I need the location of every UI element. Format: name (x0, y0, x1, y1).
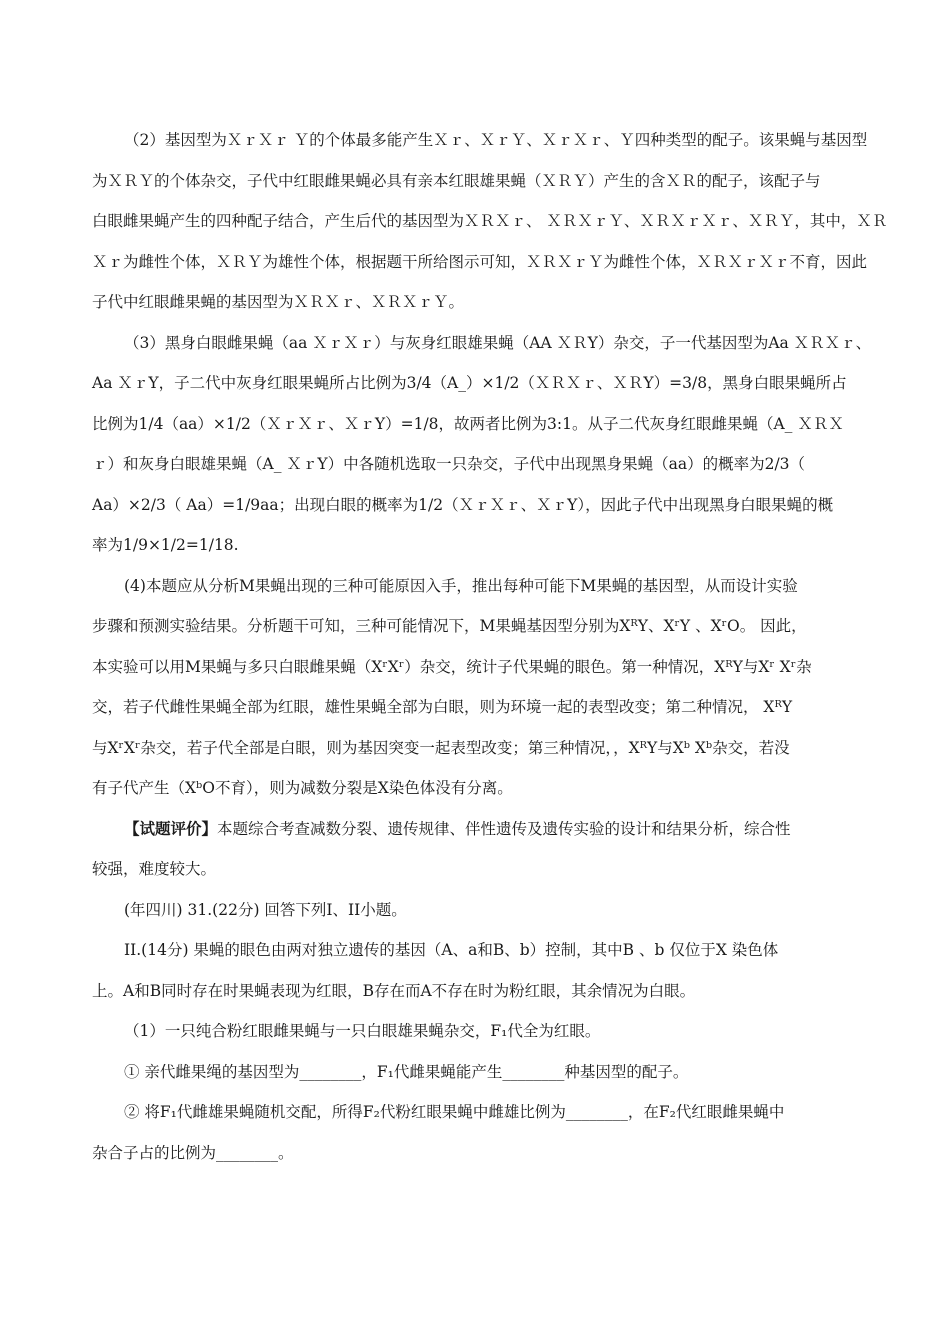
text-line: ｒ）和灰身白眼雄果蝇（A_ ＸｒY）中各随机选取一只杂交，子代中出现黑身果蝇（aa）的概率为2/3（ (92, 455, 806, 473)
text-line: （1）一只纯合粉红眼雌果蝇与一只白眼雄果蝇杂交，F₁代全为红眼。 (124, 1022, 601, 1040)
text-line: 率为1/9×1/2=1/18. (92, 536, 239, 554)
text-line: 本实验可以用M果蝇与多只白眼雌果蝇（XʳXʳ）杂交，统计子代果蝇的眼色。第一种情况，XᴿY与Xʳ Xʳ杂 (92, 657, 812, 676)
text-line: 子代中红眼雌果蝇的基因型为ＸＲＸｒ、ＸＲＸｒＹ。 (92, 293, 465, 311)
question-31-heading (92, 890, 862, 931)
text-line: (4)本题应从分析M果蝇出现的三种可能原因入手，推出每种可能下M果蝇的基因型，从而设计实验 (124, 576, 798, 595)
question-31-part-ii (92, 930, 862, 1011)
text-line: 有子代产生（XᵇO不育），则为减数分裂是X染色体没有分离。 (92, 779, 513, 797)
paragraph-2 (92, 120, 888, 323)
text-line: 杂合子占的比例为________。 (92, 1143, 294, 1162)
text-line: 比例为1/4（aa）×1/2（ＸｒＸｒ、ＸｒY）=1/8，故两者比例为3:1。从子二代灰身红眼雌果蝇（A_ ＸＲＸ (92, 414, 844, 433)
text-line: Aa）×2/3（ Aa）=1/9aa；出现白眼的概率为1/2（ＸｒＸｒ、ＸｒY），因此子代中出现黑身白眼果蝇的概 (92, 495, 834, 514)
paragraph-3 (92, 323, 872, 566)
text-line: ② 将F₁代雌雄果蝇随机交配，所得F₂代粉红眼果蝇中雌雄比例为________，在F₂代红眼雌果蝇中 (124, 1103, 785, 1121)
text-line: （3）黑身白眼雌果蝇（aa ＸｒＸｒ）与灰身红眼雄果蝇（AA ＸＲY）杂交，子一代基因型为Aa ＸＲＸｒ、 (124, 333, 872, 352)
document-page (92, 120, 888, 1173)
text-line: 白眼雌果蝇产生的四种配子结合，产生后代的基因型为ＸＲＸｒ、 ＸＲＸｒＹ、ＸＲＸｒＸｒ、ＸＲＹ，其中，ＸＲ (92, 212, 888, 230)
text-line: II.(14分) 果蝇的眼色由两对独立遗传的基因（A、a和B、b）控制，其中B 、b 仅位于X 染色体 (124, 941, 779, 959)
text-line: 交，若子代雌性果蝇全部为红眼，雄性果蝇全部为白眼，则为环境一起的表型改变；第二种情况， XᴿY (92, 698, 793, 716)
text-line: ① 亲代雌果绳的基因型为________，F₁代雌果蝇能产生________种基因型的配子。 (124, 1062, 689, 1081)
text-line: Aa ＸｒY，子二代中灰身红眼果蝇所占比例为3/4（A_）×1/2（ＸＲＸｒ、ＸＲY）=3/8，黑身白眼果蝇所占 (92, 374, 847, 392)
sub-question-1-a (92, 1052, 862, 1093)
text-line: 为ＸＲＹ的个体杂交，子代中红眼雌果蝇必具有亲本红眼雄果蝇（ＸＲＹ）产生的含ＸＲ的配子，该配子与 (92, 171, 821, 190)
text-line: 上。A和B同时存在时果蝇表现为红眼，B存在而A不存在时为粉红眼，其余情况为白眼。 (92, 981, 696, 1000)
sub-question-1 (92, 1011, 862, 1052)
text-line: 较强，难度较大。 (92, 860, 217, 878)
sub-question-1-b (92, 1092, 862, 1173)
review-paragraph (92, 809, 862, 890)
paragraph-4 (92, 566, 862, 809)
text-line: （2）基因型为ＸｒＸｒ Ｙ的个体最多能产生Ｘｒ、ＸｒＹ、ＸｒＸｒ、Ｙ四种类型的配子。该果蝇与基因型 (124, 131, 868, 149)
text-line: 步骤和预测实验结果。分析题干可知，三种可能情况下，M果蝇基因型分别为XᴿY、XʳY 、XʳO。 因此， (92, 617, 807, 635)
review-text: 本题综合考查减数分裂、遗传规律、伴性遗传及遗传实验的设计和结果分析，综合性 (217, 819, 791, 838)
text-line (92, 809, 862, 850)
text-line: 与XʳXʳ杂交，若子代全部是白眼，则为基因突变一起表型改变；第三种情况，，XᴿY与Xᵇ Xᵇ杂交，若没 (92, 738, 790, 757)
review-label: 【试题评价】 (124, 818, 218, 838)
text-line: (年四川) 31.(22分) 回答下列I、II小题。 (124, 900, 407, 919)
text-line: Ｘｒ为雌性个体，ＸＲＹ为雄性个体，根据题干所给图示可知，ＸＲＸｒＹ为雌性个体，ＸＲＸｒＸｒ不育，因此 (92, 252, 868, 271)
